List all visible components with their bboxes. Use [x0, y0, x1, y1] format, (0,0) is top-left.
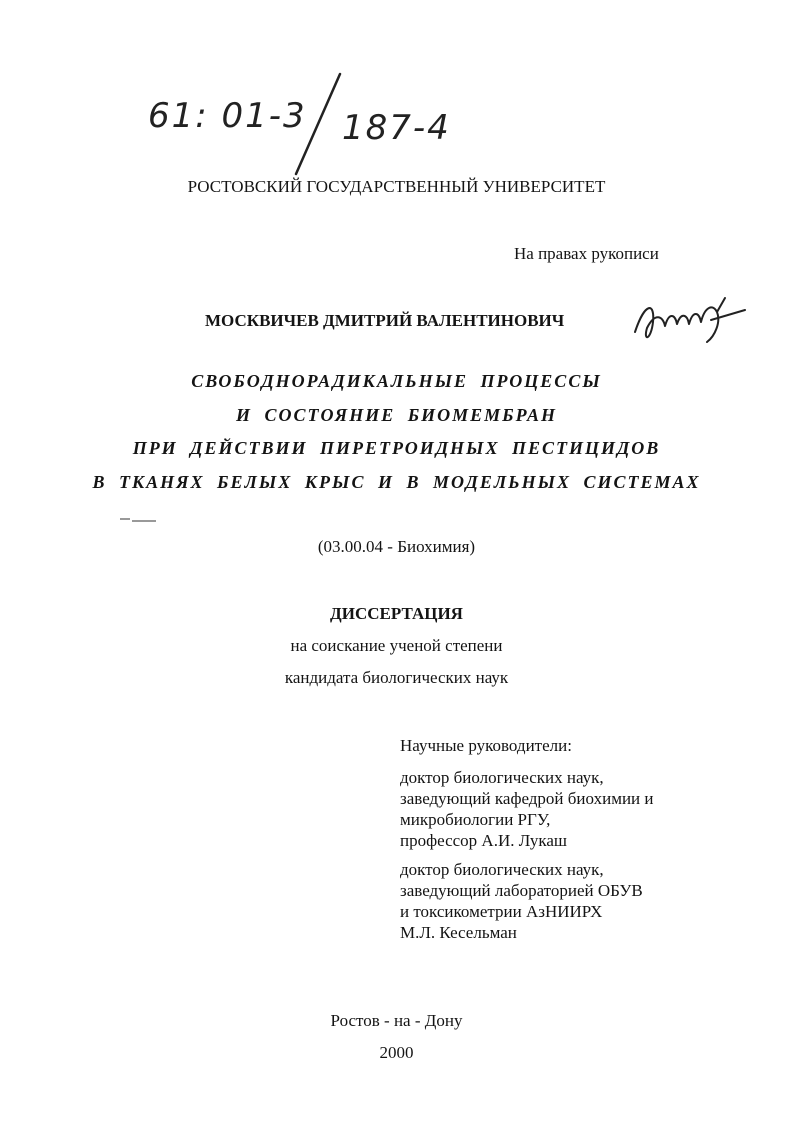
rights-note: На правах рукописи: [514, 244, 659, 263]
author-signature: [625, 292, 755, 352]
supervisor-first: [400, 767, 654, 851]
specialty-code: (03.00.04 - Биохимия): [317, 537, 476, 556]
city: Ростов - на - Дону: [330, 1011, 463, 1030]
author-name: МОСКВИЧЕВ ДМИТРИЙ ВАЛЕНТИНОВИЧ: [205, 311, 565, 330]
scan-mark: [118, 515, 158, 525]
degree-line-2: кандидата биологических наук: [284, 668, 509, 687]
supervisor-first-line: микробиологии РГУ,: [400, 810, 551, 829]
supervisor-first-line: доктор биологических наук,: [400, 768, 604, 787]
document-type: ДИССЕРТАЦИЯ: [330, 604, 463, 623]
archive-number-left: 61: 01-3: [148, 96, 307, 136]
supervisor-first-line: профессор А.И. Лукаш: [400, 831, 567, 850]
university-name: РОСТОВСКИЙ ГОСУДАРСТВЕННЫЙ УНИВЕРСИТЕТ: [187, 177, 606, 196]
year: 2000: [379, 1043, 414, 1062]
archive-number-right: 187-4: [342, 108, 451, 148]
supervisor-second-line: доктор биологических наук,: [400, 860, 604, 879]
supervisor-second-line: и токсикометрии АзНИИРХ: [400, 902, 603, 921]
supervisor-first-line: заведующий кафедрой биохимии и: [400, 789, 654, 808]
title-line-1: СВОБОДНОРАДИКАЛЬНЫЕ ПРОЦЕССЫ: [191, 371, 602, 391]
supervisor-second: [400, 859, 643, 943]
supervisor-second-line: заведующий лабораторией ОБУВ: [400, 881, 643, 900]
supervisors-heading: Научные руководители:: [400, 736, 572, 755]
archive-slash: [288, 70, 348, 180]
supervisor-second-line: М.Л. Кесельман: [400, 923, 517, 942]
title-line-4: В ТКАНЯХ БЕЛЫХ КРЫС И В МОДЕЛЬНЫХ СИСТЕМАХ: [92, 472, 701, 492]
title-line-2: И СОСТОЯНИЕ БИОМЕМБРАН: [235, 405, 558, 425]
title-line-3: ПРИ ДЕЙСТВИИ ПИРЕТРОИДНЫХ ПЕСТИЦИДОВ: [132, 438, 661, 458]
degree-line-1: на соискание ученой степени: [290, 636, 503, 655]
